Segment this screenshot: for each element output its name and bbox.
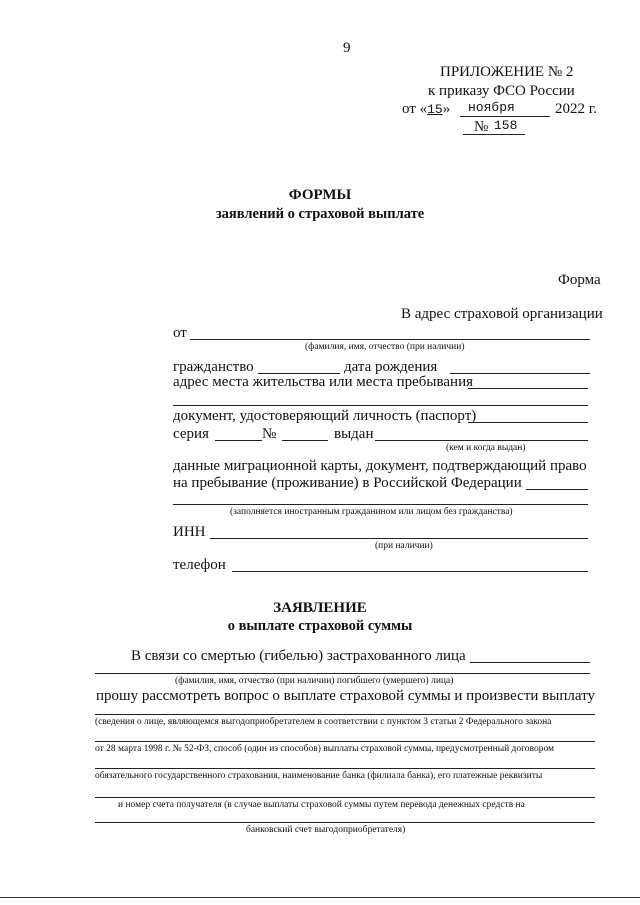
issued-field[interactable] [375,440,588,441]
beneficiary-field-3[interactable] [95,768,595,769]
residence-label: адрес места жительства или места пребывания [173,374,473,390]
inn-field[interactable] [210,538,588,539]
order-number: 158 [494,118,518,133]
beneficiary-field-1[interactable] [95,714,595,715]
phone-label: телефон [173,557,226,573]
number-underline [463,134,525,135]
series-label: серия [173,426,209,442]
info-line-4: и номер счета получателя (в случае выплаты страховой суммы путем перевода денежных средств на [118,800,525,810]
date-month: ноября [468,100,515,115]
doc-number-label: № [262,426,277,442]
residence-field-2[interactable] [173,405,588,406]
phone-field[interactable] [232,571,588,572]
info-line-3: обязательного государственного страхования, наименование банка (филиала банка), его платежные реквизиты [95,771,543,781]
order-number-prefix: № [474,119,489,135]
date-year: 2022 г. [555,101,597,117]
order-reference: к приказу ФСО России [428,83,575,99]
inn-hint: (при наличии) [375,541,433,551]
migration-field[interactable] [526,489,588,490]
inn-label: ИНН [173,524,206,540]
scan-edge [0,897,640,898]
deceased-field-2[interactable] [95,673,590,674]
id-document-label: документ, удостоверяющий личность (паспорт) [173,408,477,424]
migration-field-2[interactable] [173,504,588,505]
death-line: В связи со смертью (гибелью) застрахованного лица [131,648,466,664]
date-prefix: от « [402,101,428,117]
page-number: 9 [343,40,351,56]
forms-subtitle: заявлений о страховой выплате [215,206,425,222]
to-insurer: В адрес страховой организации [401,306,603,322]
id-document-field[interactable] [468,422,588,423]
deceased-hint: (фамилия, имя, отчество (при наличии) погибшего (умершего) лица) [175,676,454,686]
deceased-field[interactable] [470,662,590,663]
from-hint: (фамилия, имя, отчество (при наличии) [305,342,465,352]
beneficiary-field-5[interactable] [95,822,595,823]
beneficiary-field-2[interactable] [95,741,595,742]
migration-line-2: на пребывание (проживание) в Российской Федерации [173,475,522,491]
beneficiary-field-4[interactable] [95,797,595,798]
series-field[interactable] [215,440,262,441]
info-line-2: от 28 марта 1998 г. № 52-ФЗ, способ (один из способов) выплаты страховой суммы, предусмотренный договором [95,744,555,754]
birth-date-label: дата рождения [344,359,438,375]
appendix-title: ПРИЛОЖЕНИЕ № 2 [440,64,574,80]
form-label: Форма [558,272,601,288]
from-label: от [173,325,187,341]
statement-subtitle: о выплате страховой суммы [227,618,413,634]
date-mid: » [442,101,451,117]
migration-hint: (заполняется иностранным гражданином или лицом без гражданства) [230,507,513,517]
order-date [402,101,450,118]
statement-title: ЗАЯВЛЕНИЕ [273,600,367,616]
request-line: прошу рассмотреть вопрос о выплате страховой суммы и произвести выплату [96,688,595,704]
migration-line-1: данные миграционной карты, документ, подтверждающий право [173,458,587,474]
citizenship-label: гражданство [173,359,254,375]
doc-number-field[interactable] [282,440,328,441]
residence-field[interactable] [468,388,588,389]
date-day: 15 [427,102,443,117]
issued-label: выдан [334,426,374,442]
info-line-1: (сведения о лице, являющемся выгодоприобретателем в соответствии с пунктом 3 статьи 2 Федерального закона [95,717,552,727]
forms-title: ФОРМЫ [288,187,352,203]
month-underline [460,116,550,117]
issued-hint: (кем и когда выдан) [446,443,526,453]
info-line-5: банковский счет выгодоприобретателя) [246,825,406,835]
from-field[interactable] [190,339,590,340]
